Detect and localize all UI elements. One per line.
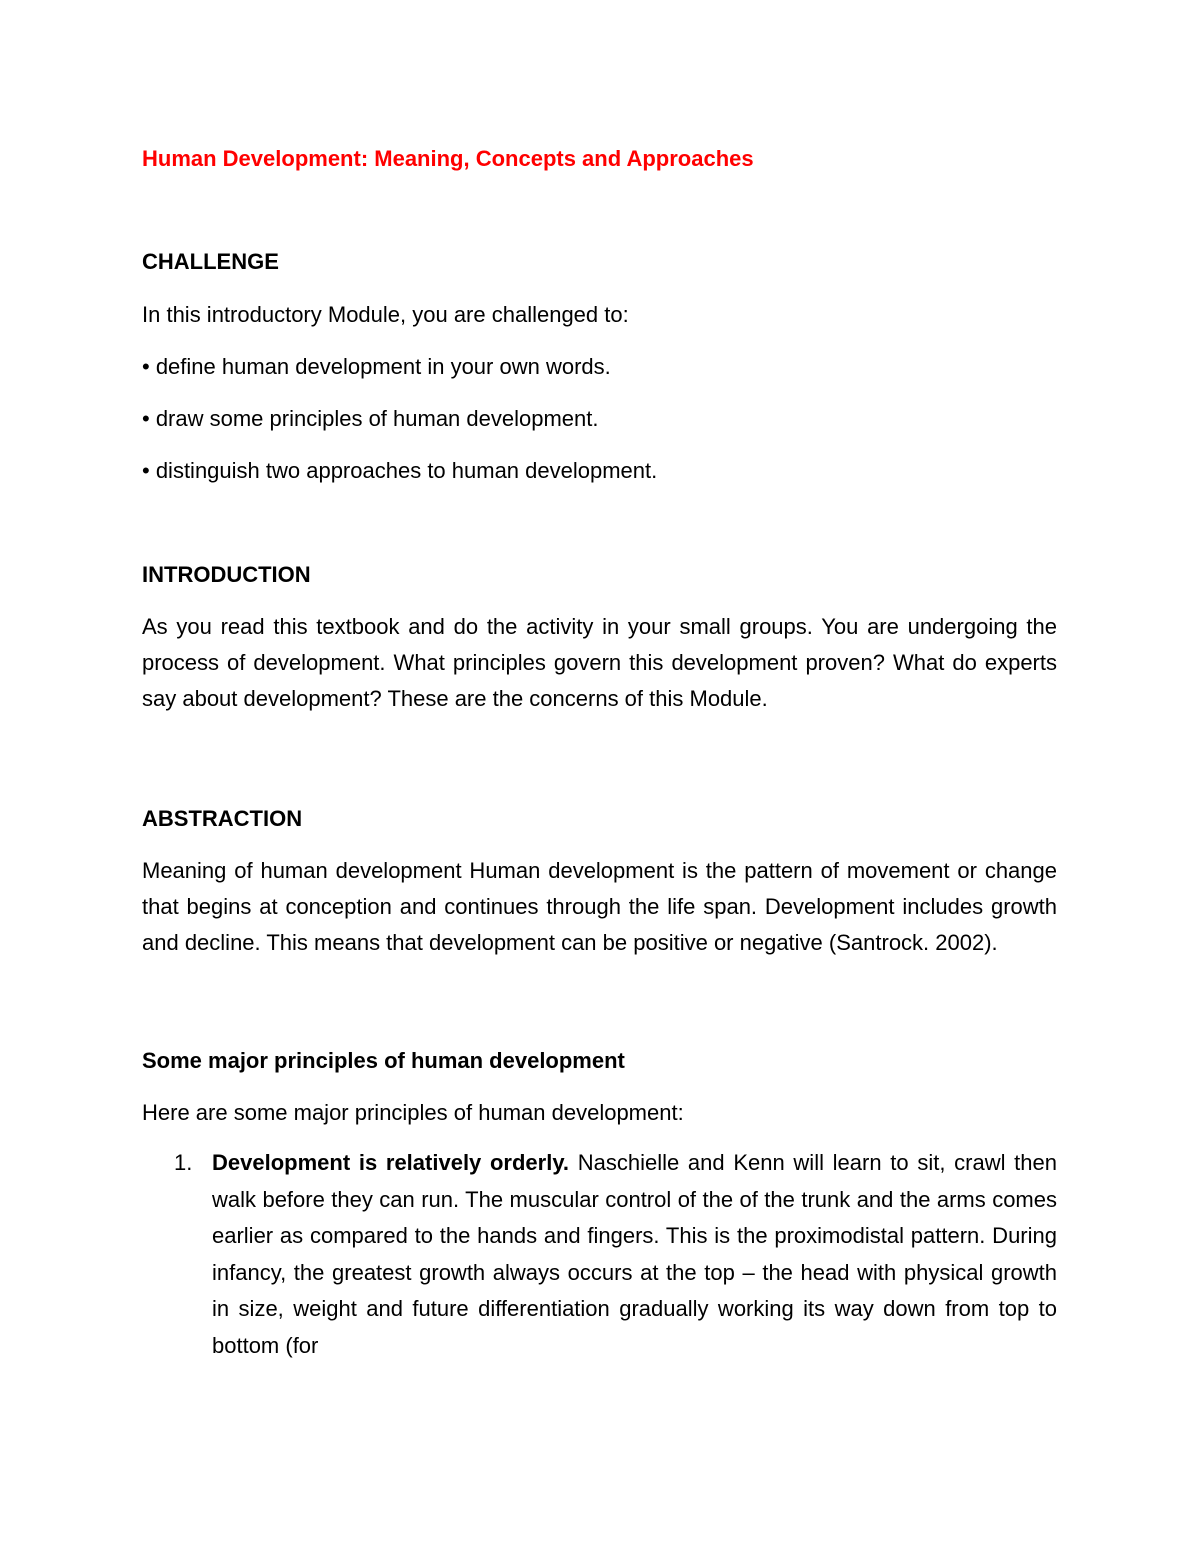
list-item-text: Naschielle and Kenn will learn to sit, crawl then walk before they can run. The muscular control of the of the trunk and the arms comes earlier as compared to the hands and fingers. This is the proximodistal pattern. During infancy, the greatest growth always occurs at the top – the head with physical growth in size, weight and future differentiation gradually working its way down from top to bottom (for bbox=[212, 1150, 1057, 1358]
principles-heading: Some major principles of human development bbox=[142, 1048, 625, 1073]
principles-list bbox=[142, 1145, 1057, 1364]
abstraction-heading: ABSTRACTION bbox=[142, 806, 303, 831]
document-title: Human Development: Meaning, Concepts and Approaches bbox=[142, 146, 754, 171]
principles-intro: Here are some major principles of human development: bbox=[142, 1100, 684, 1125]
challenge-bullet: • define human development in your own words. bbox=[142, 354, 611, 379]
list-item-number: 1. bbox=[174, 1150, 193, 1175]
list-item bbox=[174, 1145, 1057, 1364]
introduction-text: As you read this textbook and do the activity in your small groups. You are undergoing the process of development. What principles govern this development proven? What do experts say about development? These are the concerns of this Module. bbox=[142, 614, 1057, 711]
challenge-bullet: • draw some principles of human development. bbox=[142, 406, 599, 431]
list-item-bold-lead: Development is relatively orderly. bbox=[212, 1150, 570, 1175]
document-body bbox=[142, 140, 1057, 1364]
abstraction-text: Meaning of human development Human development is the pattern of movement or change that begins at conception and continues through the life span. Development includes growth and decline. This means that development can be positive or negative (Santrock. 2002). bbox=[142, 858, 1057, 955]
introduction-heading: INTRODUCTION bbox=[142, 562, 311, 587]
challenge-heading: CHALLENGE bbox=[142, 249, 279, 274]
challenge-intro: In this introductory Module, you are challenged to: bbox=[142, 302, 629, 327]
challenge-bullet: • distinguish two approaches to human development. bbox=[142, 458, 658, 483]
